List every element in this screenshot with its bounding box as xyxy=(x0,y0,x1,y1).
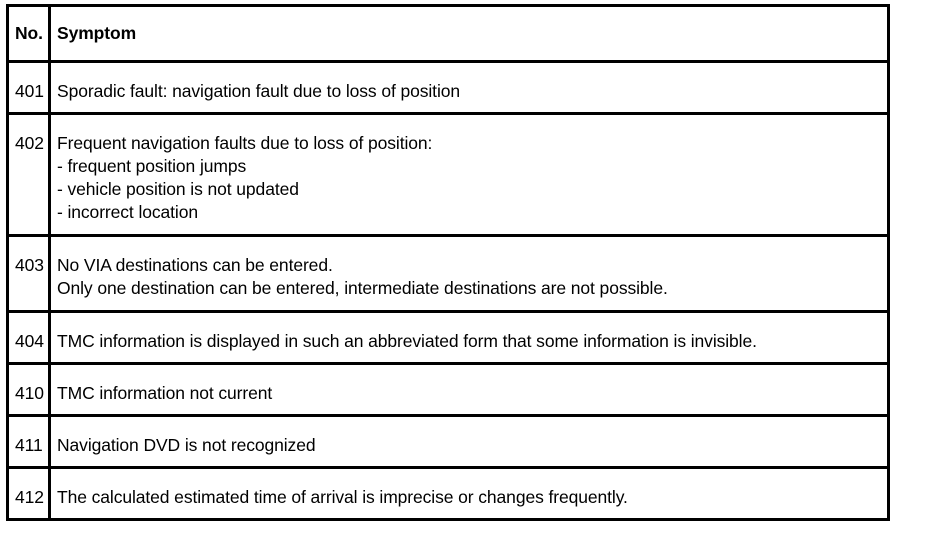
header-symptom-label: Symptom xyxy=(57,23,137,43)
row-symptom: Frequent navigation faults due to loss of position: - frequent position jumps - vehicle position is not updated - incorrect location xyxy=(50,114,889,236)
header-symptom xyxy=(50,6,889,62)
table-row xyxy=(8,236,889,312)
table-row xyxy=(8,364,889,416)
row-number: 401 xyxy=(8,62,50,114)
row-number: 410 xyxy=(8,364,50,416)
row-symptom: Sporadic fault: navigation fault due to loss of position xyxy=(50,62,889,114)
row-symptom: TMC information is displayed in such an abbreviated form that some information is invisible. xyxy=(50,312,889,364)
row-symptom: Navigation DVD is not recognized xyxy=(50,416,889,468)
table-row xyxy=(8,468,889,520)
table-row xyxy=(8,416,889,468)
symptom-table xyxy=(6,4,890,521)
row-symptom: TMC information not current xyxy=(50,364,889,416)
table-row xyxy=(8,114,889,236)
row-number: 402 xyxy=(8,114,50,236)
header-no xyxy=(8,6,50,62)
table-row xyxy=(8,62,889,114)
row-number: 403 xyxy=(8,236,50,312)
header-no-label: No. xyxy=(15,23,43,43)
row-number: 412 xyxy=(8,468,50,520)
table-header-row xyxy=(8,6,889,62)
row-symptom: The calculated estimated time of arrival is imprecise or changes frequently. xyxy=(50,468,889,520)
row-number: 404 xyxy=(8,312,50,364)
table-row xyxy=(8,312,889,364)
row-symptom: No VIA destinations can be entered. Only one destination can be entered, intermediate destinations are not possible. xyxy=(50,236,889,312)
row-number: 411 xyxy=(8,416,50,468)
